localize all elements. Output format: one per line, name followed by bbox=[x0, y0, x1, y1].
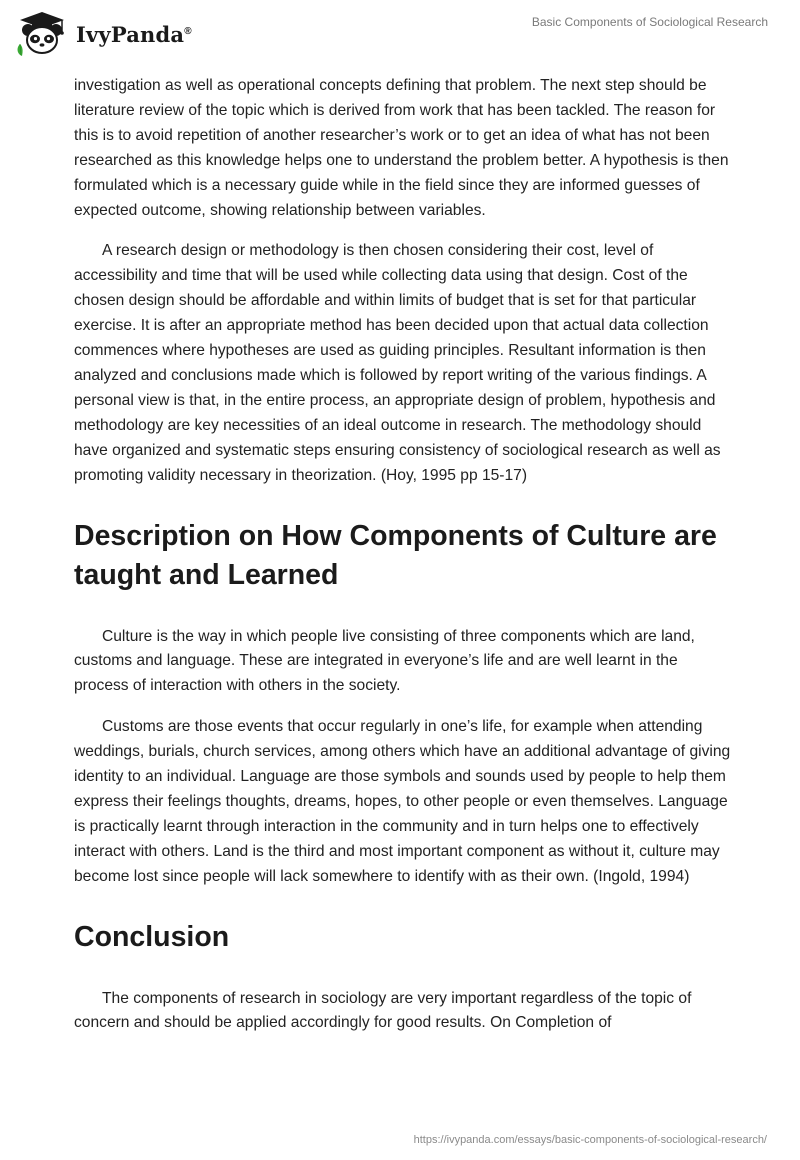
paragraph: investigation as well as operational concepts defining that problem. The next step should be literature review of the topic which is derived from work that has been tackled. The reason for this is to avoid repetition of another researcher’s work or to get an idea of what has not been researched as this knowledge helps one to understand the problem better. A hypothesis is then formulated which is a necessary guide while in the field since they are informed guesses of expected outcome, showing relationship between variables. bbox=[74, 77, 729, 219]
paragraph: Customs are those events that occur regularly in one’s life, for example when attending weddings, burials, church services, among others which have an additional advantage of giving identity to an individual. Language are those symbols and sounds used by people to help them express their feelings thoughts, dreams, hopes, to other people or even themselves. Language is practically learnt through interaction in the community and in turn helps one to effectively interact with others. Land is the third and most important component as without it, culture may become lost since people will lack somewhere to identify with as their own. (Ingold, 1994) bbox=[74, 718, 731, 885]
source-url-link[interactable]: https://ivypanda.com/essays/basic-components-of-sociological-research/ bbox=[413, 1134, 767, 1146]
brand-name: IvyPanda® bbox=[76, 21, 192, 47]
paragraph: Culture is the way in which people live consisting of three components which are land, customs and language. These are integrated in everyone’s life and are well learnt in the process of interaction with others in the society. bbox=[74, 627, 695, 695]
paragraph: A research design or methodology is then chosen considering their cost, level of accessibility and time that will be used while collecting data using that design. Cost of the chosen design should be affordable and within limits of budget that is set for that particular exercise. It is after an appropriate method has been decided upon that actual data collection commences where hypotheses are used as guiding principles. Resultant information is then analyzed and conclusions made which is followed by report writing of the various findings. A personal view is that, in the entire process, an appropriate design of problem, hypothesis and methodology are key necessities of an ideal outcome in research. The methodology should have organized and systematic steps ensuring consistency of sociological research as well as promoting validity necessary in theorization. (Hoy, 1995 pp 15-17) bbox=[74, 242, 721, 484]
document-title: Basic Components of Sociological Research bbox=[531, 15, 768, 29]
essay-body bbox=[74, 74, 734, 1052]
ivypanda-logo[interactable] bbox=[14, 10, 192, 58]
section-heading-culture: Description on How Components of Culture are taught and Learned bbox=[74, 519, 717, 591]
paragraph: The components of research in sociology are very important regardless of the topic of concern and should be applied accordingly for good results. On Completion of bbox=[74, 989, 692, 1032]
panda-graduate-icon bbox=[14, 10, 70, 58]
registered-mark: ® bbox=[184, 25, 192, 37]
section-heading-conclusion: Conclusion bbox=[74, 920, 230, 953]
page-header bbox=[0, 0, 800, 70]
